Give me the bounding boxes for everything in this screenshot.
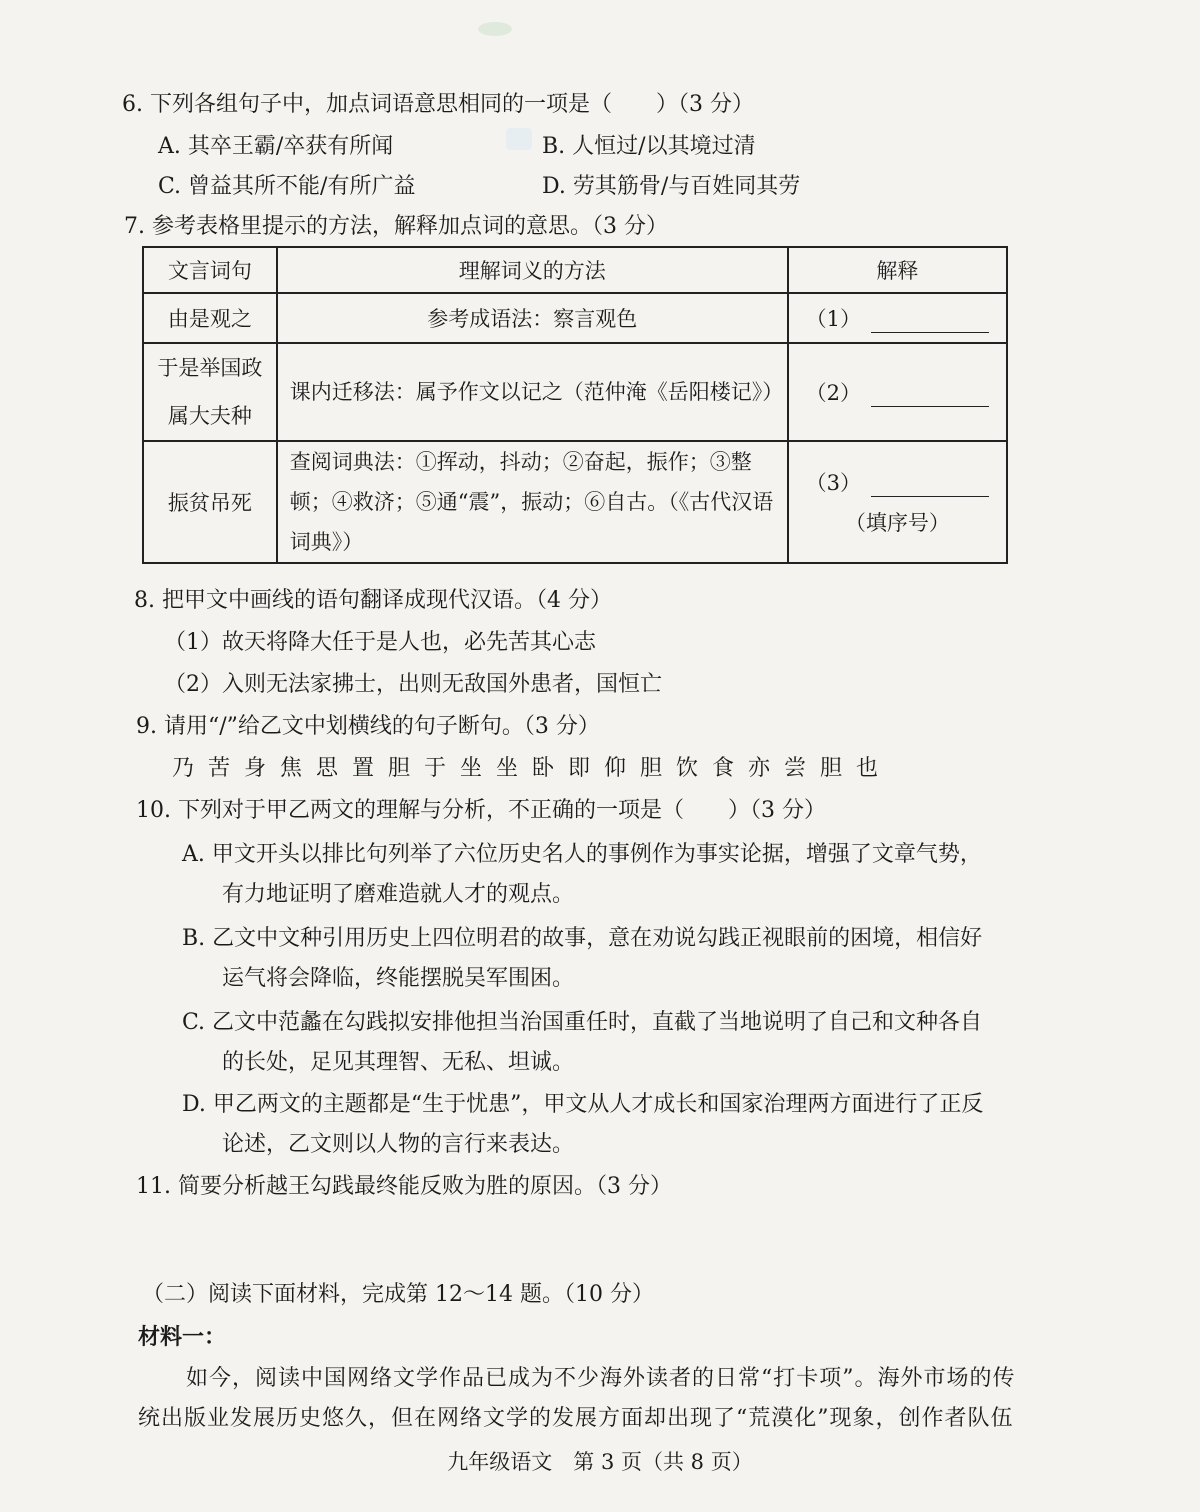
table-row [143, 343, 1007, 441]
table-header-phrase: 文言词句 [143, 247, 277, 293]
q10-stem: 10. 下列对于甲乙两文的理解与分析，不正确的一项是（ ）（3 分） [136, 798, 826, 823]
q6-option-c: C. 曾益其所不能/有所广益 [158, 174, 416, 199]
material-paragraph-line2: 统出版业发展历史悠久，但在网络文学的发展方面却出现了“荒漠化”现象，创作者队伍 [138, 1406, 1014, 1431]
q10-option-d-line1: D. 甲乙两文的主题都是“生于忧患”，甲文从人才成长和国家治理两方面进行了正反 [182, 1092, 984, 1117]
q8-stem: 8. 把甲文中画线的语句翻译成现代汉语。（4 分） [134, 588, 612, 613]
q10-option-b-line2: 运气将会降临，终能摆脱吴军围困。 [222, 966, 575, 991]
page-footer: 九年级语文 第 3 页（共 8 页） [447, 1450, 753, 1474]
answer-hint: （填序号） [844, 511, 950, 535]
q6-option-b: B. 人恒过/以其境过清 [542, 134, 756, 159]
table-cell-phrase: 振贫吊死 [143, 441, 277, 563]
table-cell-phrase: 由是观之 [143, 293, 277, 343]
q11-stem: 11. 简要分析越王勾践最终能反败为胜的原因。（3 分） [136, 1174, 672, 1199]
table-header-explanation: 解释 [788, 247, 1007, 293]
answer-blank[interactable] [871, 384, 989, 407]
answer-blank[interactable] [871, 310, 989, 333]
table-row [143, 441, 1007, 563]
section2-heading: （二）阅读下面材料，完成第 12～14 题。（10 分） [142, 1282, 654, 1307]
ink-smudge [478, 22, 512, 36]
material-label: 材料一： [138, 1324, 227, 1350]
q10-option-a-line1: A. 甲文开头以排比句列举了六位历史名人的事例作为事实论据，增强了文章气势， [182, 842, 982, 867]
q7-stem: 7. 参考表格里提示的方法，解释加点词的意思。（3 分） [124, 214, 668, 239]
q6-stem: 6. 下列各组句子中，加点词语意思相同的一项是（ ）（3 分） [122, 92, 754, 117]
q10-option-b-line1: B. 乙文中文种引用历史上四位明君的故事，意在劝说勾践正视眼前的困境，相信好 [182, 926, 983, 951]
q10-option-c-line1: C. 乙文中范蠡在勾践拟安排他担当治国重任时，直截了当地说明了自己和文种各自 [182, 1010, 983, 1035]
table-cell-answer[interactable] [788, 343, 1007, 441]
q6-option-a: A. 其卒王霸/卒获有所闻 [158, 134, 394, 159]
table-cell-phrase: 于是举国政属大夫种 [143, 343, 277, 441]
material-paragraph-line1: 如今，阅读中国网络文学作品已成为不少海外读者的日常“打卡项”。海外市场的传 [186, 1366, 1016, 1391]
q8-item-2: （2）入则无法家拂士，出则无敌国外患者，国恒亡 [164, 672, 662, 697]
q8-item-1: （1）故天将降大任于是人也，必先苦其心志 [164, 630, 596, 655]
q10-option-c-line2: 的长处，足见其理智、无私、坦诚。 [222, 1050, 575, 1075]
table-cell-method: 参考成语法：察言观色 [277, 293, 788, 343]
table-cell-method: 查阅词典法：①挥动，抖动；②奋起，振作；③整顿；④救济；⑤通“震”，振动；⑥自古。（《古代汉语词典》） [277, 441, 788, 563]
ink-smudge [506, 128, 532, 150]
table-header-method: 理解词义的方法 [277, 247, 788, 293]
q6-option-d: D. 劳其筋骨/与百姓同其劳 [542, 174, 801, 199]
q10-option-a-line2: 有力地证明了磨难造就人才的观点。 [222, 882, 575, 907]
table-header-row [143, 247, 1007, 293]
answer-blank[interactable] [871, 474, 989, 497]
q9-sentence: 乃苦身焦思置胆于坐坐卧即仰胆饮食亦尝胆也 [172, 756, 893, 781]
answer-number: （3） [805, 471, 862, 495]
table-cell-method: 课内迁移法：属予作文以记之（范仲淹《岳阳楼记》） [277, 343, 788, 441]
q10-option-d-line2: 论述，乙文则以人物的言行来表达。 [222, 1132, 575, 1157]
table-cell-answer[interactable] [788, 293, 1007, 343]
table-cell-answer[interactable] [788, 441, 1007, 563]
q9-stem: 9. 请用“/”给乙文中划横线的句子断句。（3 分） [136, 714, 600, 739]
answer-number: （1） [805, 307, 862, 331]
table-row [143, 293, 1007, 343]
q7-methods-table [142, 246, 1008, 564]
answer-number: （2） [805, 381, 862, 405]
